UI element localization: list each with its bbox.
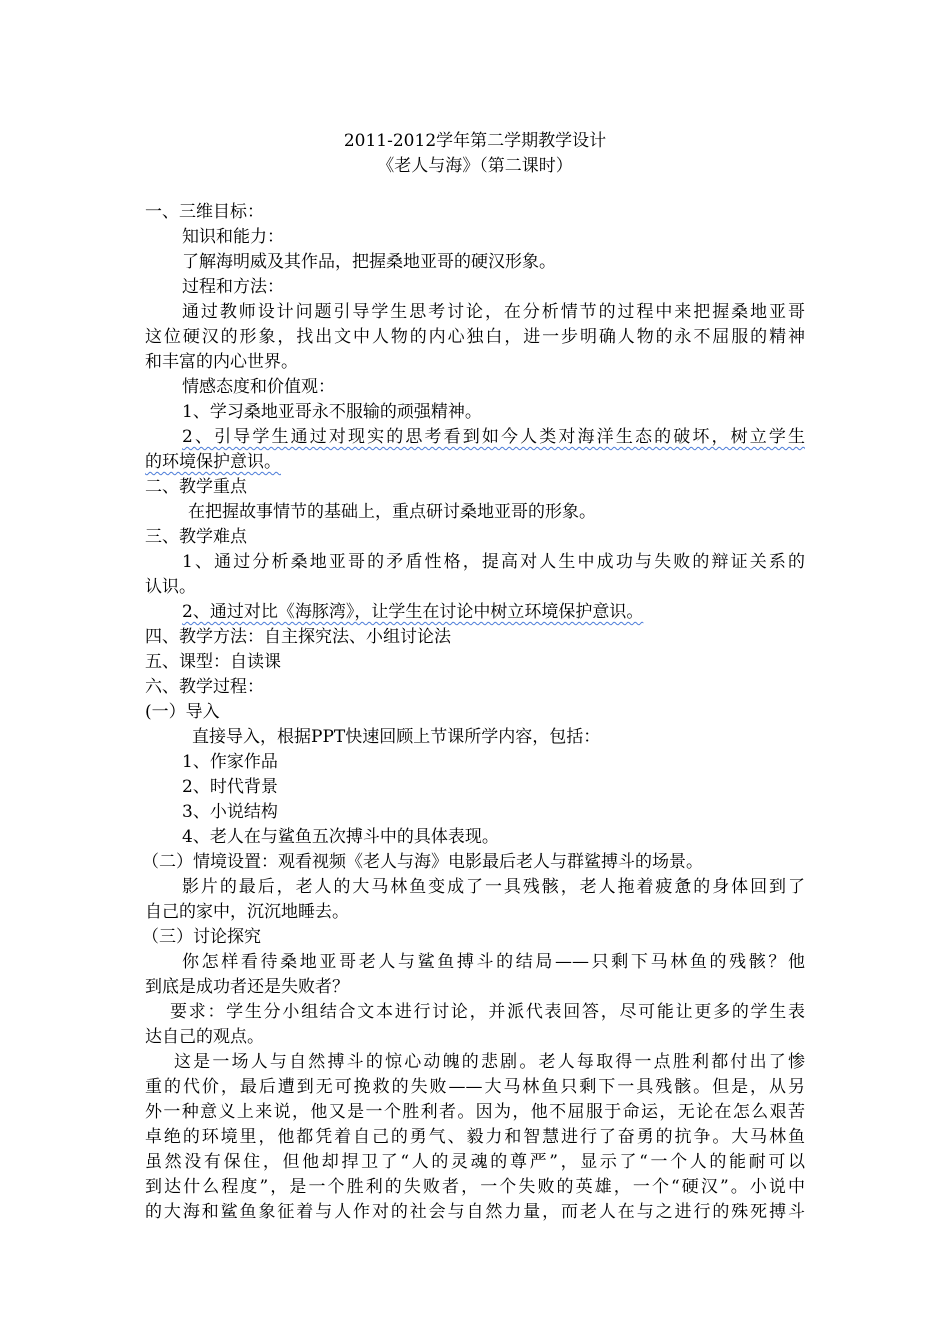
- subheading: (一）导入: [145, 702, 220, 722]
- text-line: 1、学习桑地亚哥永不服输的顽强精神。: [182, 402, 482, 422]
- text-line: 要求：学生分小组结合文本进行讨论，并派代表回答，尽可能让更多的学生表: [170, 1002, 805, 1022]
- list-item: 4、老人在与鲨鱼五次搏斗中的具体表现。: [182, 827, 499, 847]
- text-line: 直接导入，根据PPT快速回顾上节课所学内容，包括：: [192, 727, 601, 747]
- subheading: （三）讨论探究: [142, 927, 261, 947]
- text-line: 这位硬汉的形象，找出文中人物的内心独白，进一步明确人物的永不屈服的精神: [145, 327, 805, 347]
- text-line: 这是一场人与自然搏斗的惊心动魄的悲剧。老人每取得一点胜利都付出了惨: [174, 1052, 805, 1072]
- section-heading: 二、教学重点: [145, 477, 247, 497]
- text-line: 通过教师设计问题引导学生思考讨论，在分析情节的过程中来把握桑地亚哥: [182, 302, 805, 322]
- subheading: 情感态度和价值观：: [182, 377, 335, 397]
- text-line: 自己的家中，沉沉地睡去。: [145, 902, 349, 922]
- text-line: 虽然没有保住，但他却捍卫了“人的灵魂的尊严”，显示了“一个人的能耐可以: [145, 1152, 805, 1172]
- text-line: 你怎样看待桑地亚哥老人与鲨鱼搏斗的结局——只剩下马林鱼的残骸？他: [182, 952, 805, 972]
- section-heading: 一、三维目标：: [145, 202, 264, 222]
- list-item: 2、时代背景: [182, 777, 278, 797]
- text-line: 2、通过对比《海豚湾》，让学生在讨论中树立环境保护意识。: [182, 602, 644, 622]
- text-line: 2、引导学生通过对现实的思考看到如今人类对海洋生态的破坏，树立学生: [182, 427, 805, 447]
- text-line: 影片的最后，老人的大马林鱼变成了一具残骸，老人拖着疲惫的身体回到了: [182, 877, 805, 897]
- subheading: 过程和方法：: [182, 277, 284, 297]
- text-line: 1、通过分析桑地亚哥的矛盾性格，提高对人生中成功与失败的辩证关系的: [182, 552, 805, 572]
- text-line: 的环境保护意识。: [145, 452, 281, 472]
- document-subtitle: 《老人与海》（第二课时）: [377, 156, 573, 176]
- list-item: 1、作家作品: [182, 752, 278, 772]
- text-line: 在把握故事情节的基础上，重点研讨桑地亚哥的形象。: [188, 502, 596, 522]
- text-line: 卓绝的环境里，他都凭着自己的勇气、毅力和智慧进行了奋勇的抗争。大马林鱼: [145, 1127, 805, 1147]
- document-title: 2011-2012学年第二学期教学设计: [343, 131, 607, 151]
- subheading: 知识和能力：: [182, 227, 284, 247]
- list-item: 3、小说结构: [182, 802, 278, 822]
- text-line: 外一种意义上来说，他又是一个胜利者。因为，他不屈服于命运，无论在怎么艰苦: [145, 1102, 805, 1122]
- section-heading: 三、教学难点: [145, 527, 247, 547]
- text-line: 到达什么程度”，是一个胜利的失败者，一个失败的英雄，一个“硬汉”。小说中: [145, 1177, 805, 1197]
- text-line: 了解海明威及其作品，把握桑地亚哥的硬汉形象。: [182, 252, 556, 272]
- text-line: 到底是成功者还是失败者？: [145, 977, 349, 997]
- section-heading: 四、教学方法：自主探究法、小组讨论法: [145, 627, 451, 647]
- section-heading: 六、教学过程：: [145, 677, 264, 697]
- text-line: 的大海和鲨鱼象征着与人作对的社会与自然力量，而老人在与之进行的殊死搏斗: [145, 1202, 805, 1222]
- text-line: 和丰富的内心世界。: [145, 352, 298, 372]
- section-heading: 五、课型：自读课: [145, 652, 281, 672]
- subheading: （二）情境设置：观看视频《老人与海》电影最后老人与群鲨搏斗的场景。: [142, 852, 703, 872]
- text-line: 认识。: [145, 577, 196, 597]
- text-line: 达自己的观点。: [145, 1027, 264, 1047]
- text-line: 重的代价，最后遭到无可挽救的失败——大马林鱼只剩下一具残骸。但是，从另: [145, 1077, 805, 1097]
